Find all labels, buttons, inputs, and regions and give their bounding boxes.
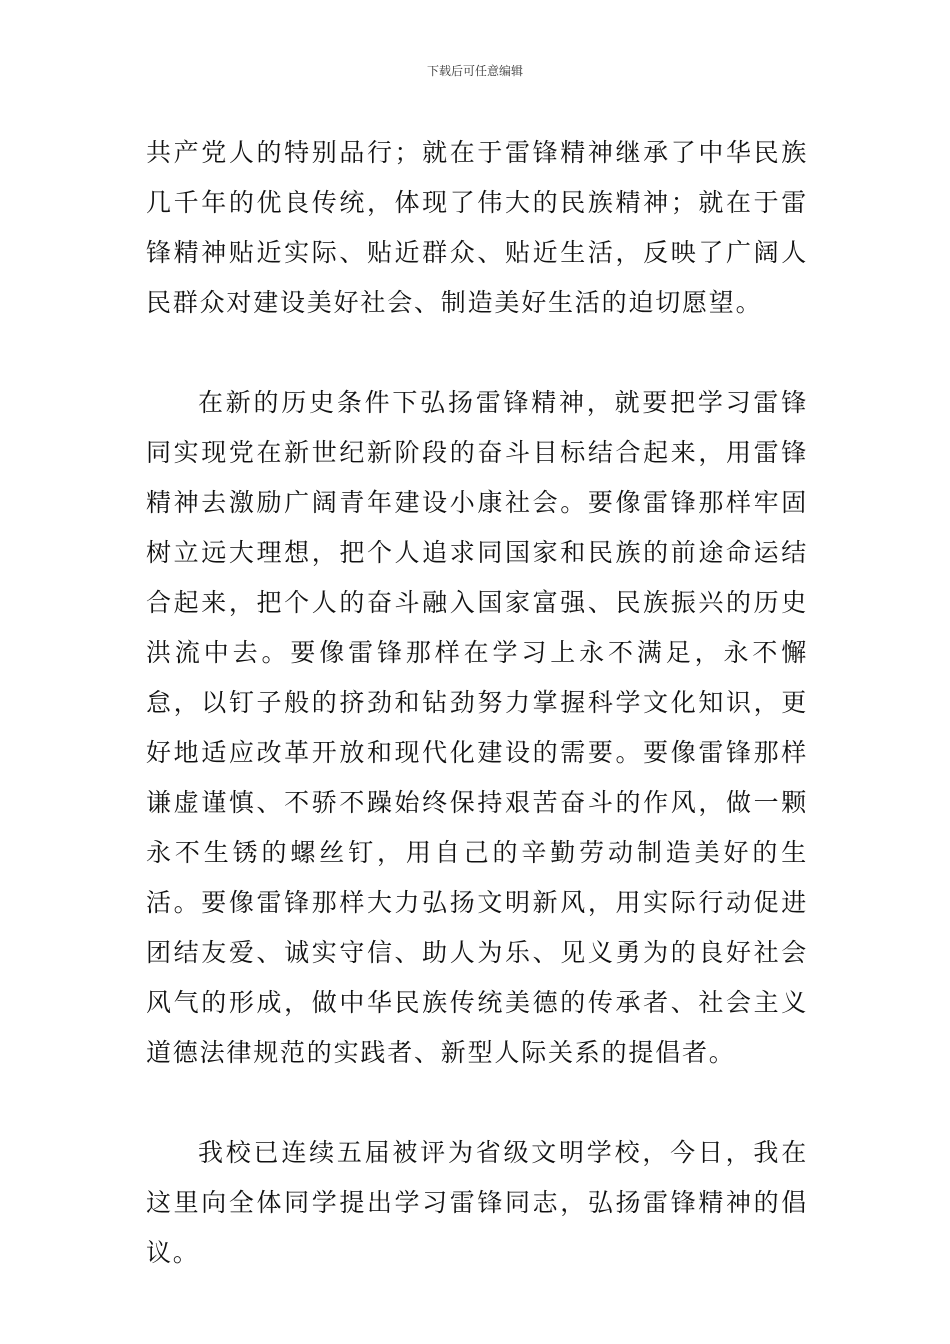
paragraph-2: 在新的历史条件下弘扬雷锋精神，就要把学习雷锋同实现党在新世纪新阶段的奋斗目标结合起来，用雷锋精神去激励广阔青年建设小康社会。要像雷锋那样牢固树立远大理想，把个人追求同国家和民族的前途命运结合起来，把个人的奋斗融入国家富强、民族振兴的历史洪流中去。要像雷锋那样在学习上永不满足，永不懈怠，以钉子般的挤劲和钻劲努力掌握科学文化知识，更好地适应改革开放和现代化建设的需要。要像雷锋那样谦虚谨慎、不骄不躁始终保持艰苦奋斗的作风，做一颗永不生锈的螺丝钉，用自己的辛勤劳动制造美好的生活。要像雷锋那样大力弘扬文明新风，用实际行动促进团结友爱、诚实守信、助人为乐、见义勇为的良好社会风气的形成，做中华民族传统美德的传承者、社会主义道德法律规范的实践者、新型人际关系的提倡者。: [146, 388, 808, 1067]
paragraph-spacer: [146, 1078, 808, 1128]
paragraph-1: 共产党人的特别品行；就在于雷锋精神继承了中华民族几千年的优良传统，体现了伟大的民族精神；就在于雷锋精神贴近实际、贴近群众、贴近生活，反映了广阔人民群众对建设美好社会、制造美好生活的迫切愿望。: [146, 138, 808, 317]
paragraph-3: 我校已连续五届被评为省级文明学校，今日，我在这里向全体同学提出学习雷锋同志，弘扬雷锋精神的倡议。: [146, 1138, 808, 1267]
document-body: [146, 128, 808, 1278]
page-header: 下载后可任意编辑: [426, 64, 523, 78]
paragraph-spacer: [146, 328, 808, 378]
